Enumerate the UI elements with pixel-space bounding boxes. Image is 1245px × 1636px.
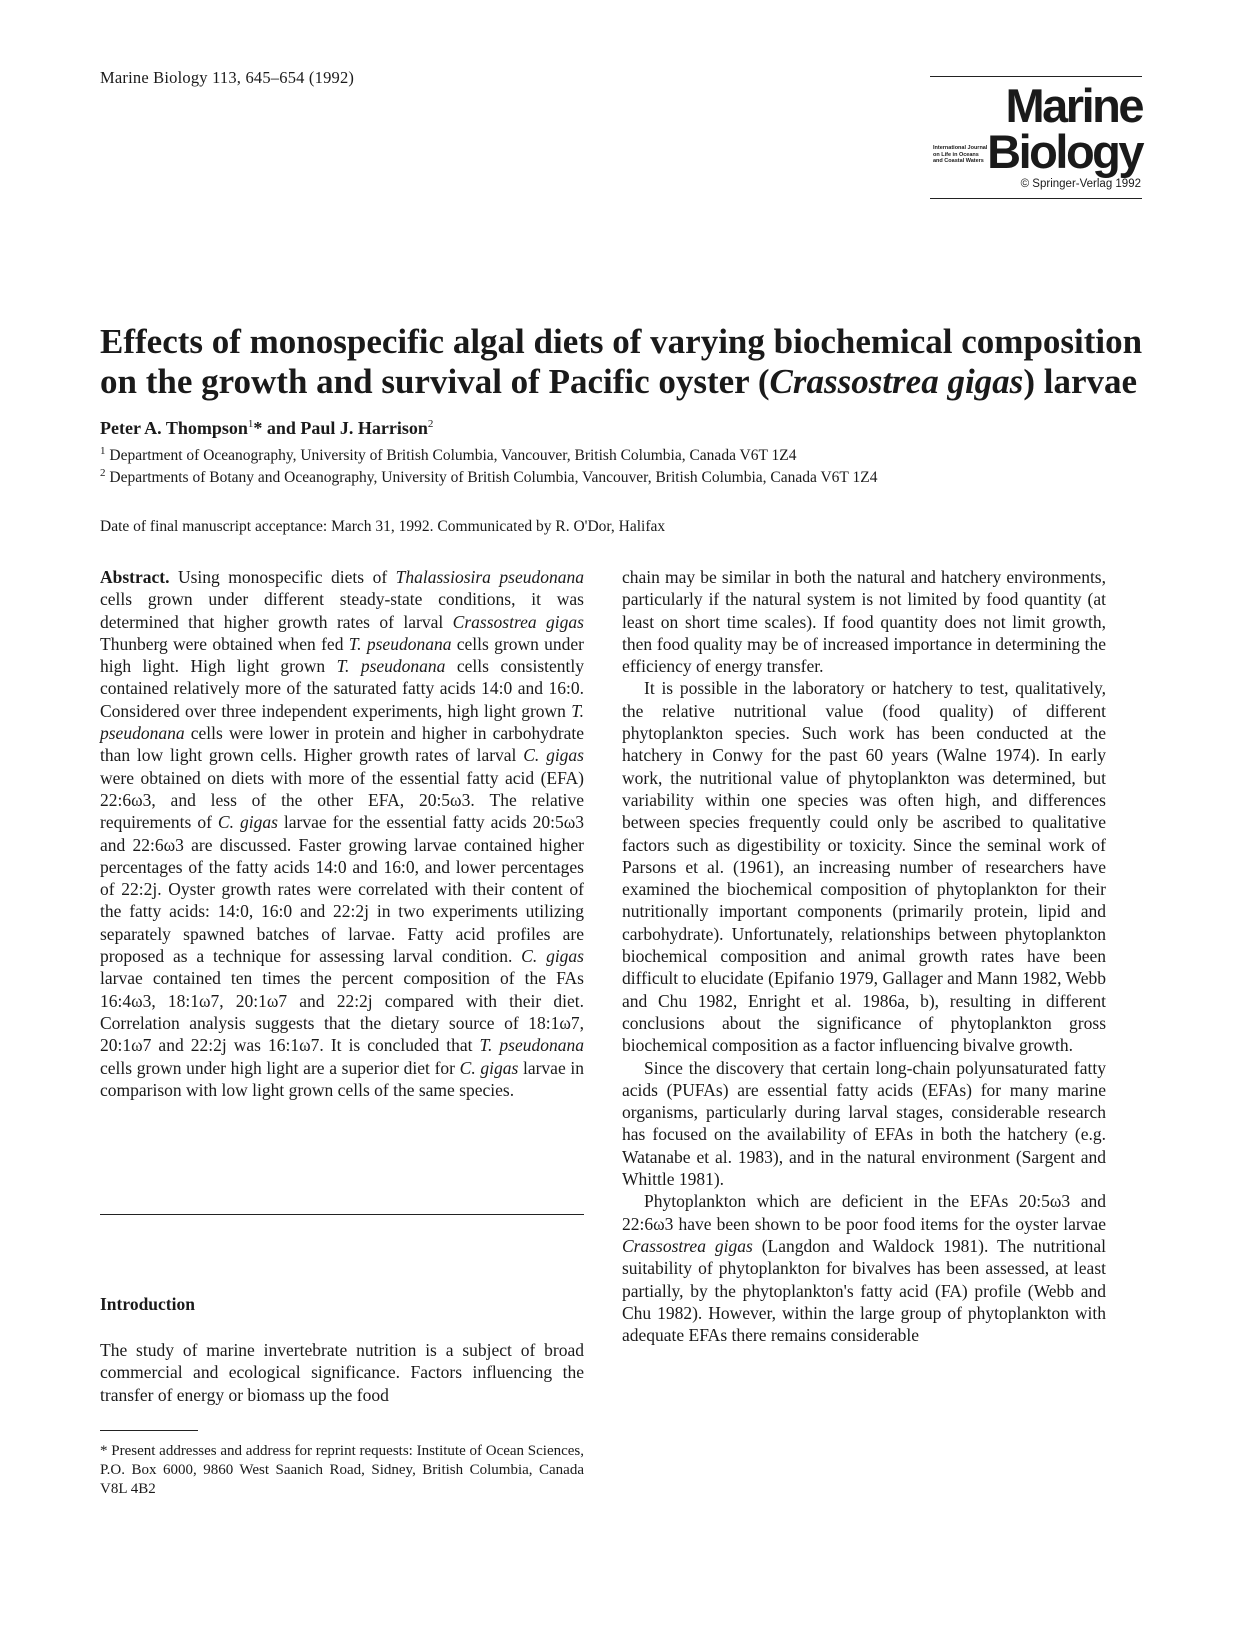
footnote-divider <box>100 1430 198 1431</box>
abstract-label: Abstract. <box>100 567 170 587</box>
author-list: Peter A. Thompson$^1$* and Paul J. Harrison$^2$ <box>100 418 434 438</box>
paragraph: Phytoplankton which are deficient in the EFAs 20:5ω3 and 22:6ω3 have been shown to be poor food items for the oyster larvae Crassostrea gigas (Langdon and Waldock 1981). The nutritional suitability of phytoplankton for bivalves has been assessed, at least partially, by the phytoplankton's fatty acid (FA) profile (Webb and Chu 1982). However, within the large group of phytoplankton with adequate EFAs there remains considerable <box>622 1191 1106 1346</box>
author-name: Peter A. Thompson <box>100 418 248 438</box>
abstract-divider <box>100 1214 584 1215</box>
introduction-paragraph: The study of marine invertebrate nutrition is a subject of broad commercial and ecological significance. Factors influencing the transfer of energy or biomass up the food <box>100 1340 584 1405</box>
paragraph: Since the discovery that certain long-chain polyunsaturated fatty acids (PUFAs) are essential fatty acids (EFAs) for many marine organisms, particularly during larval stages, considerable research has focused on the availability of EFAs in both the hatchery (e.g. Watanabe et al. 1983), and in the natural environment (Sargent and Whittle 1981). <box>622 1057 1106 1190</box>
logo-top-rule <box>930 76 1142 77</box>
abstract: Abstract. Using monospecific diets of Thalassiosira pseudonana cells grown under different steady-state conditions, it was determined that higher growth rates of larval Crassostrea gigas Thunberg were obtained when fed T. pseudonana cells grown under high light. High light grown T. pseudonana cells consistently contained relatively more of the saturated fatty acids 14:0 and 16:0. Considered over three independent experiments, high light grown T. pseudonana cells were lower in protein and higher in carbohydrate than low light grown cells. Higher growth rates of larval C. gigas were obtained on diets with more of the essential fatty acid (EFA) 22:6ω3, and less of the other EFA, 20:5ω3. The relative requirements of C. gigas larvae for the essential fatty acids 20:5ω3 and 22:6ω3 are discussed. Faster growing larvae contained higher percentages of the fatty acids 14:0 and 16:0, and lower percentages of 22:2j. Oyster growth rates were correlated with their content of the fatty acids: 14:0, 16:0 and 22:2j in two experiments utilizing separately spawned batches of larvae. Fatty acid profiles are proposed as a technique for assessing larval condition. C. gigas larvae contained ten times the percent composition of the FAs 16:4ω3, 18:1ω7, 20:1ω7 and 22:2j compared with their diet. Correlation analysis suggests that the dietary source of 18:1ω7, 20:1ω7 and 22:2j was 16:1ω7. It is concluded that T. pseudonana cells grown under high light are a superior diet for C. gigas larvae in comparison with low light grown cells of the same species. <box>100 567 584 1100</box>
paragraph: chain may be similar in both the natural and hatchery environments, particularly if the natural system is not limited by food quantity (at least on short time scales). If food quantity does not limit growth, then food quality may be of increased importance in determining the efficiency of energy transfer. <box>622 567 1106 677</box>
title-species-name: Crassostrea gigas <box>769 362 1024 401</box>
affiliation: $^1$ Department of Oceanography, University of British Columbia, Vancouver, British Columbia, Canada V6T 1Z4 <box>100 445 797 465</box>
body-text-right-column <box>622 566 1106 1346</box>
publisher-copyright: © Springer-Verlag 1992 <box>1020 178 1141 190</box>
footnote: * Present addresses and address for reprint requests: Institute of Ocean Sciences, P.O. Box 6000, 9860 West Saanich Road, Sidney, British Columbia, Canada V8L 4B2 <box>100 1443 585 1497</box>
journal-citation: Marine Biology 113, 645–654 (1992) <box>100 68 355 87</box>
manuscript-dateline: Date of final manuscript acceptance: March 31, 1992. Communicated by R. O'Dor, Halifax <box>100 518 666 535</box>
logo-bottom-rule <box>930 198 1142 199</box>
affiliation: $^2$ Departments of Botany and Oceanography, University of British Columbia, Vancouver, British Columbia, Canada V6T 1Z4 <box>100 467 878 487</box>
corresponding-mark: * <box>253 418 263 438</box>
paragraph: It is possible in the laboratory or hatchery to test, qualitatively, the relative nutritional value (food quality) of different phytoplankton species. Such work has been conducted at the hatchery in Conwy for the past 60 years (Walne 1974). In early work, the nutritional value of phytoplankton was determined, but variability within one species was often high, and differences between species frequently could only be ascribed to qualitative factors such as digestibility or toxicity. Since the seminal work of Parsons et al. (1961), an increasing number of researchers have examined the biochemical composition of phytoplankton for their nutritionally important components (primarily protein, lipid and carbohydrate). Unfortunately, relationships between phytoplankton biochemical composition and animal growth rates have been difficult to elucidate (Epifanio 1979, Gallager and Mann 1982, Webb and Chu 1982, Enright et al. 1986a, b), resulting in different conclusions about the significance of phytoplankton gross biochemical composition as a factor influencing bivalve growth. <box>622 678 1106 1056</box>
article-title: Effects of monospecific algal diets of varying biochemical composition on the growth and survival of Pacific oyster (Crassostrea gigas) larvae <box>100 322 1143 401</box>
journal-logo-biology: Biology <box>987 125 1142 178</box>
journal-logo-marine: Marine <box>1005 79 1142 132</box>
section-heading-introduction: Introduction <box>100 1294 195 1314</box>
author-name: Paul J. Harrison <box>300 418 428 438</box>
journal-logo-tagline: International Journal on Life in Oceans and Coastal Waters <box>933 145 988 164</box>
